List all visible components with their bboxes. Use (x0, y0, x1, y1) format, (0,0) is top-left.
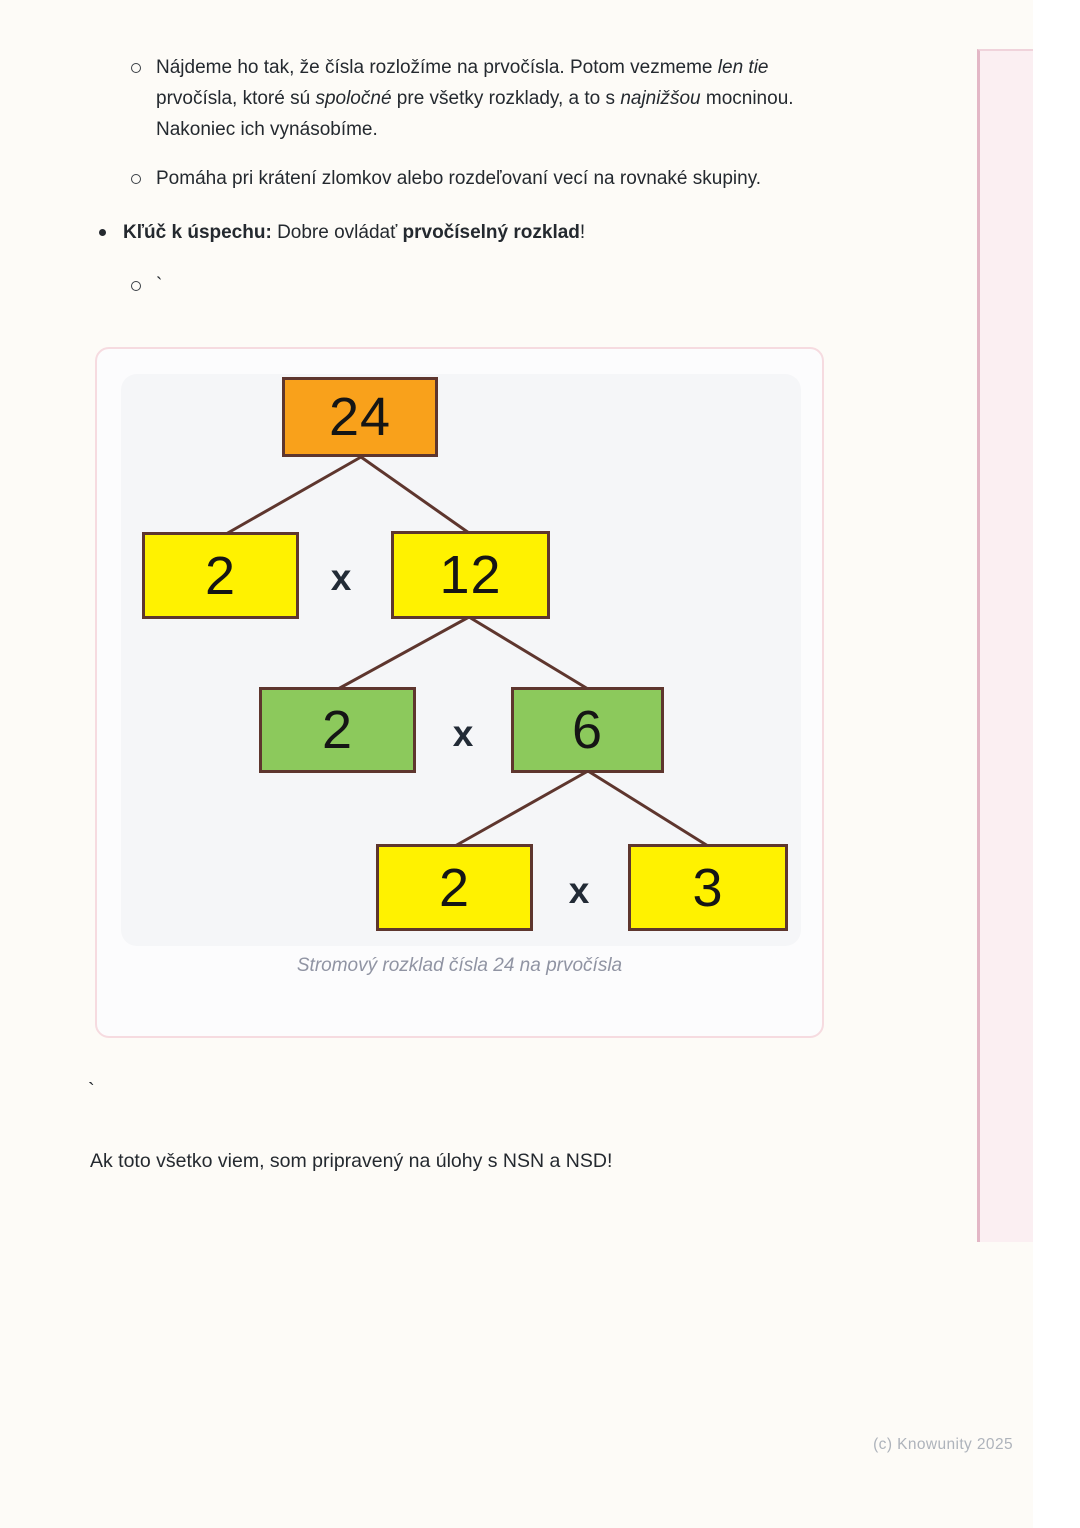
list-item-key (99, 217, 899, 248)
text-segment: mocninou. Nakoniec ich vynásobíme. (156, 88, 794, 140)
list-item-text (156, 52, 846, 145)
tree-node-12 (391, 531, 550, 619)
tree-node-2-level3 (376, 844, 533, 931)
stray-backtick: ` (88, 1080, 95, 1102)
tree-node-3 (628, 844, 788, 931)
closing-text: Ak toto všetko viem, som pripravený na úlohy s NSN a NSD! (90, 1150, 613, 1172)
bold-segment: Kľúč k úspechu: (123, 222, 272, 243)
multiply-operator: x (568, 870, 590, 911)
copyright-text: (c) Knowunity 2025 (873, 1436, 1013, 1453)
factor-tree-diagram (121, 374, 801, 946)
list-item-empty (131, 270, 331, 301)
node-label: 2 (204, 545, 237, 606)
multiply-operator: x (330, 557, 352, 598)
list-item-text: Pomáha pri krátení zlomkov alebo rozdeľovaní vecí na rovnaké skupiny. (156, 168, 762, 189)
disc-bullet-icon (99, 229, 106, 236)
text-segment: pre všetky rozklady, a to s (391, 88, 621, 109)
multiply-operator: x (452, 713, 474, 754)
italic-segment: spoločné (315, 88, 392, 109)
tree-node-2-level2 (259, 687, 416, 773)
circle-bullet-icon (131, 174, 141, 184)
figure-caption: Stromový rozklad čísla 24 na prvočísla (296, 955, 623, 976)
figure-card (95, 347, 824, 1038)
text-segment: Dobre ovládať (271, 222, 403, 243)
node-label: 3 (692, 857, 724, 918)
list-item-text (123, 217, 883, 248)
node-label: 2 (321, 700, 354, 760)
tree-node-2-level1 (142, 532, 299, 619)
text-segment: prvočísla, ktoré sú (156, 88, 316, 109)
page-edge-accent (977, 49, 1033, 1242)
list-item-benefit (131, 163, 891, 194)
node-label: 12 (439, 545, 502, 605)
list-item-method (131, 52, 861, 145)
app-background-strip (1033, 0, 1080, 1528)
circle-bullet-icon (131, 281, 141, 291)
circle-bullet-icon (131, 63, 141, 73)
bold-segment: prvočíselný rozklad (402, 222, 580, 243)
tree-node-24 (282, 377, 438, 457)
tree-node-6 (511, 687, 664, 773)
italic-segment: najnižšou (620, 88, 701, 109)
text-segment: Nájdeme ho tak, že čísla rozložíme na prvočísla. Potom vezmeme (156, 57, 718, 78)
backtick-text: ` (156, 275, 163, 296)
node-label: 2 (438, 857, 471, 918)
text-segment: ! (579, 222, 586, 243)
node-label: 24 (328, 387, 392, 447)
italic-segment: len tie (717, 57, 769, 78)
node-label: 6 (571, 700, 604, 760)
